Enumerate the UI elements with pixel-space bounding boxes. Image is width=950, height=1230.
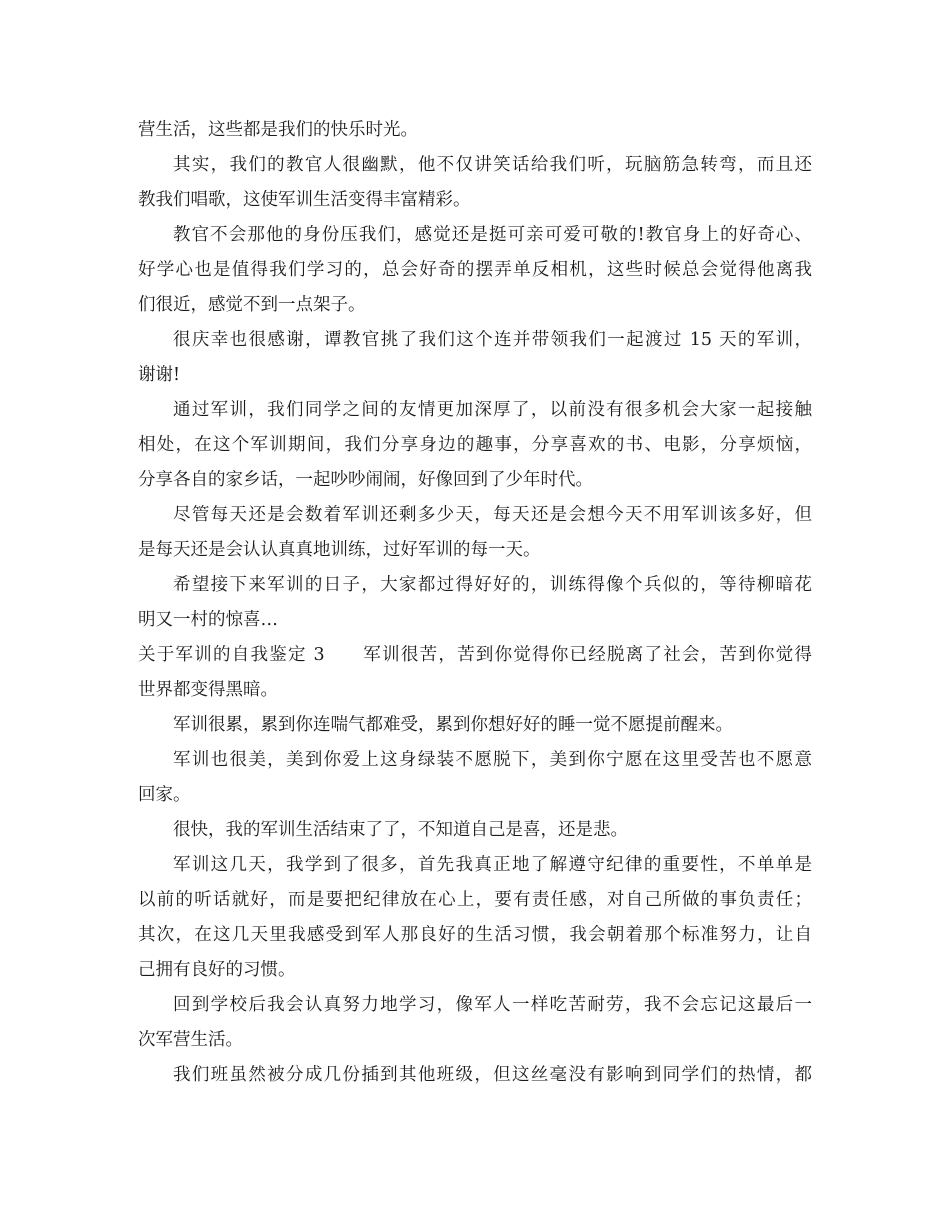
text-line: 其次，在这几天里我感受到军人那良好的生活习惯，我会朝着那个标准努力，让自 — [138, 925, 812, 945]
text-line: 回家。 — [138, 785, 191, 805]
section-heading-line: 关于军训的自我鉴定 3 军训很苦，苦到你觉得你已经脱离了社会，苦到你觉得 — [138, 645, 812, 665]
text-line: 通过军训，我们同学之间的友情更加深厚了，以前没有很多机会大家一起接触 — [173, 400, 812, 420]
text-line: 教我们唱歌，这使军训生活变得丰富精彩。 — [138, 190, 471, 210]
text-line: 谢谢! — [138, 365, 181, 385]
text-line: 好学心也是值得我们学习的，总会好奇的摆弄单反相机，这些时候总会觉得他离我 — [138, 260, 812, 280]
text-line: 相处，在这个军训期间，我们分享身边的趣事，分享喜欢的书、电影，分享烦恼， — [138, 435, 812, 455]
text-line: 其实，我们的教官人很幽默，他不仅讲笑话给我们听，玩脑筋急转弯，而且还 — [173, 155, 812, 175]
text-line: 尽管每天还是会数着军训还剩多少天，每天还是会想今天不用军训该多好，但 — [173, 505, 812, 525]
text-line: 希望接下来军训的日子，大家都过得好好的，训练得像个兵似的，等待柳暗花 — [173, 575, 812, 595]
text-line: 们很近，感觉不到一点架子。 — [138, 295, 366, 315]
text-line: 军训也很美，美到你爱上这身绿装不愿脱下，美到你宁愿在这里受苦也不愿意 — [173, 750, 812, 770]
text-line: 回到学校后我会认真努力地学习，像军人一样吃苦耐劳，我不会忘记这最后一 — [173, 995, 812, 1015]
text-line: 教官不会那他的身份压我们，感觉还是挺可亲可爱可敬的!教官身上的好奇心、 — [173, 225, 812, 245]
text-line: 以前的听话就好，而是要把纪律放在心上，要有责任感，对自己所做的事负责任； — [138, 890, 812, 910]
text-line: 营生活，这些都是我们的快乐时光。 — [138, 120, 418, 140]
text-line: 是每天还是会认认真真地训练，过好军训的每一天。 — [138, 540, 541, 560]
text-line: 军训这几天，我学到了很多，首先我真正地了解遵守纪律的重要性，不单单是 — [173, 855, 812, 875]
text-line: 军训很累，累到你连喘气都难受，累到你想好好的睡一觉不愿提前醒来。 — [173, 715, 733, 735]
text-line: 世界都变得黑暗。 — [138, 680, 278, 700]
text-line: 我们班虽然被分成几份插到其他班级，但这丝毫没有影响到同学们的热情，都 — [173, 1065, 812, 1085]
text-line: 分享各自的家乡话，一起吵吵闹闹，好像回到了少年时代。 — [138, 470, 593, 490]
text-line: 很庆幸也很感谢，谭教官挑了我们这个连并带领我们一起渡过 15 天的军训， — [173, 330, 812, 350]
text-line: 明又一村的惊喜… — [138, 610, 278, 630]
text-line: 己拥有良好的习惯。 — [138, 960, 296, 980]
text-line: 很快，我的军训生活结束了了，不知道自己是喜，还是悲。 — [173, 820, 628, 840]
text-line: 次军营生活。 — [138, 1030, 243, 1050]
